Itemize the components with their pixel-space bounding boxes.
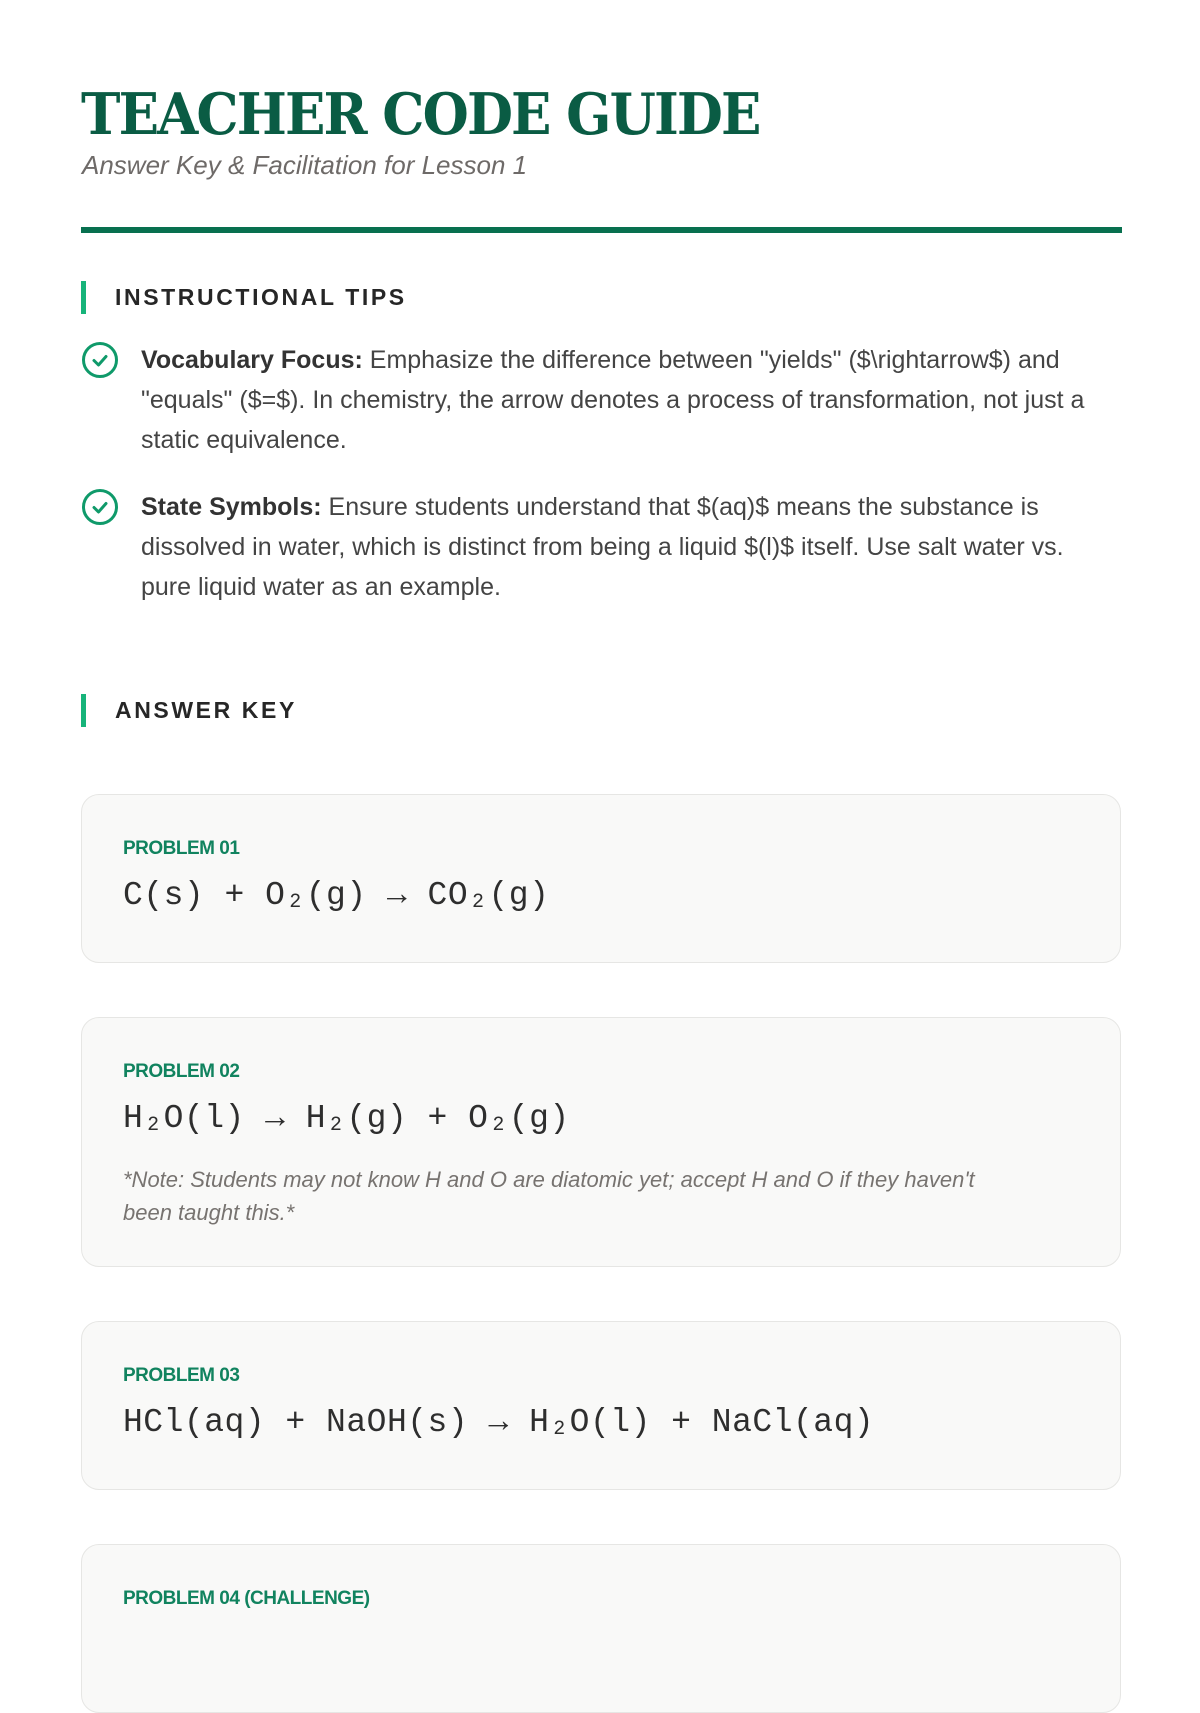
title-divider (81, 227, 1122, 233)
section-heading-tips (81, 281, 407, 314)
section-title: INSTRUCTIONAL TIPS (115, 284, 407, 310)
problem-label: PROBLEM 02 (123, 1061, 240, 1082)
section-heading-answer-key (81, 694, 297, 727)
problem-label: PROBLEM 03 (123, 1365, 240, 1386)
page-subtitle: Answer Key & Facilitation for Lesson 1 (82, 150, 528, 180)
section-accent-bar (81, 694, 86, 727)
tip-body: Emphasize the difference between "yields" ($\rightarrow$) and "equals" ($=$). In chemistry, the arrow denotes a process of transformation, not just a static equivalence. (141, 346, 1085, 454)
tip-item-vocabulary-focus (81, 340, 1123, 460)
check-circle-icon (81, 487, 119, 525)
tip-text (141, 340, 1091, 460)
problem-equation: H₂O(l) → H₂(g) + O₂(g) (123, 1100, 570, 1137)
problem-card-01 (81, 794, 1121, 963)
section-title: ANSWER KEY (115, 697, 297, 723)
tip-body: Ensure students understand that $(aq)$ means the substance is dissolved in water, which is distinct from being a liquid $(l)$ itself. Use salt water vs. pure liquid water as an example. (141, 493, 1064, 601)
problem-card-03 (81, 1321, 1121, 1490)
problem-label: PROBLEM 01 (123, 838, 240, 859)
section-accent-bar (81, 281, 86, 314)
problem-card-02 (81, 1017, 1121, 1267)
problem-card-04 (81, 1544, 1121, 1713)
tip-term: State Symbols: (141, 493, 322, 521)
tip-text (141, 487, 1091, 607)
problem-label: PROBLEM 04 (CHALLENGE) (123, 1588, 370, 1609)
problem-equation: C(s) + O₂(g) → CO₂(g) (123, 877, 550, 914)
tip-term: Vocabulary Focus: (141, 346, 363, 374)
problem-note: *Note: Students may not know H and O are diatomic yet; accept H and O if they haven't been taught this.* (123, 1167, 975, 1225)
check-circle-icon (81, 340, 119, 378)
tip-item-state-symbols (81, 487, 1123, 607)
problem-equation: HCl(aq) + NaOH(s) → H₂O(l) + NaCl(aq) (123, 1404, 875, 1441)
page-title: TEACHER CODE GUIDE (81, 81, 760, 148)
